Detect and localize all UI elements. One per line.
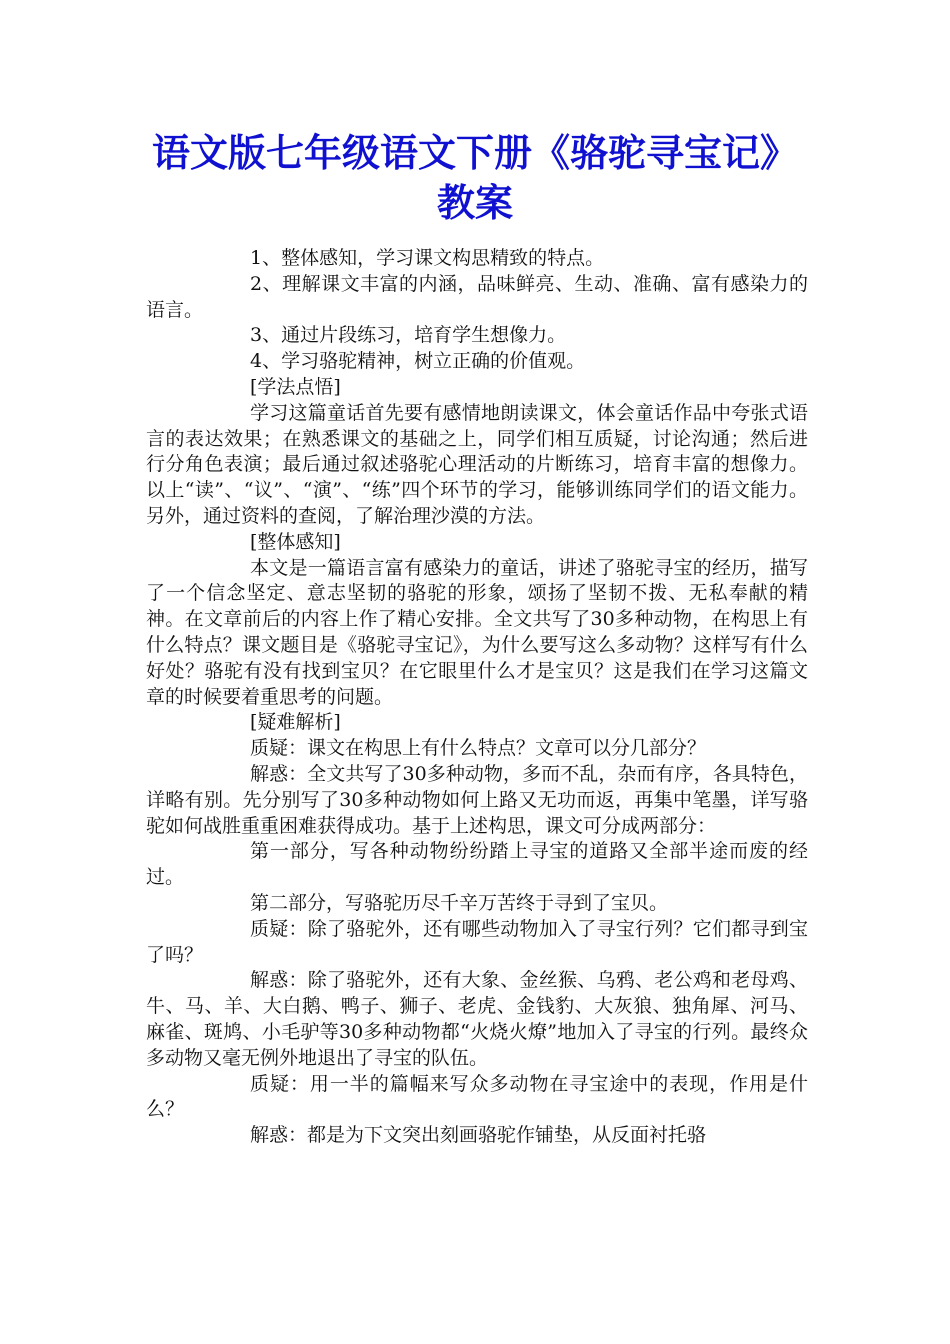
answer-1-part-2: 第二部分，写骆驼历尽千辛万苦终于寻到了宝贝。: [250, 891, 669, 914]
objective-3: 3、通过片段练习，培育学生想像力。: [250, 324, 567, 347]
question-1: 质疑：课文在构思上有什么特点？文章可以分几部分？: [250, 737, 707, 760]
section-heading-study-method: [学法点悟]: [250, 375, 341, 398]
section-heading-overview: [整体感知]: [250, 530, 341, 553]
answer-1: 解惑：全文共写了30多种动物，多而不乱，杂而有序，各具特色，详略有别。先分别写了30多种动物如何上路又无功而返，再集中笔墨，详写骆驼如何战胜重重困难获得成功。基于上述构思，课文可分成两部分：: [146, 762, 808, 837]
paragraph-study-method: 学习这篇童话首先要有感情地朗读课文，体会童话作品中夸张式语言的表达效果；在熟悉课文的基础之上，同学们相互质疑，讨论沟通；然后进行分角色表演；最后通过叙述骆驼心理活动的片断练习，培育丰富的想像力。以上“读”、“议”、“演”、“练”四个环节的学习，能够训练同学们的语文能力。另外，通过资料的查阅，了解治理沙漠的方法。: [146, 401, 808, 527]
objective-2: 2、理解课文丰富的内涵，品味鲜亮、生动、准确、富有感染力的语言。: [146, 272, 808, 321]
paragraph-overview: 本文是一篇语言富有感染力的童话，讲述了骆驼寻宝的经历，描写了一个信念坚定、意志坚韧的骆驼的形象，颂扬了坚韧不拨、无私奉献的精神。在文章前后的内容上作了精心安排。全文共写了30多种动物，在构思上有什么特点？课文题目是《骆驼寻宝记》，为什么要写这么多动物？这样写有什么好处？骆驼有没有找到宝贝？在它眼里什么才是宝贝？这是我们在学习这篇文章的时候要着重思考的问题。: [146, 556, 808, 708]
question-3: 质疑：用一半的篇幅来写众多动物在寻宝途中的表现，作用是什么？: [146, 1072, 808, 1121]
objective-4: 4、学习骆驼精神，树立正确的价值观。: [250, 350, 586, 373]
question-2: 质疑：除了骆驼外，还有哪些动物加入了寻宝行列？它们都寻到宝了吗？: [146, 917, 808, 966]
document-body: [146, 246, 808, 1149]
objective-1: 1、整体感知，学习课文构思精致的特点。: [250, 247, 605, 269]
answer-2: 解惑：除了骆驼外，还有大象、金丝猴、乌鸦、老公鸡和老母鸡、牛、马、羊、大白鹅、鸭子、狮子、老虎、金钱豹、大灰狼、独角犀、河马、麻雀、斑鸠、小毛驴等30多种动物都“火烧火燎”地加入了寻宝的行列。最终众多动物又毫无例外地退出了寻宝的队伍。: [146, 969, 808, 1069]
answer-3: 解惑：都是为下文突出刻画骆驼作铺垫，从反面衬托骆: [250, 1124, 707, 1147]
section-heading-analysis: [疑难解析]: [250, 711, 341, 734]
document-title: 语文版七年级语文下册《骆驼寻宝记》教案: [151, 130, 798, 225]
answer-1-part-1: 第一部分，写各种动物纷纷踏上寻宝的道路又全部半途而废的经过。: [146, 840, 808, 889]
